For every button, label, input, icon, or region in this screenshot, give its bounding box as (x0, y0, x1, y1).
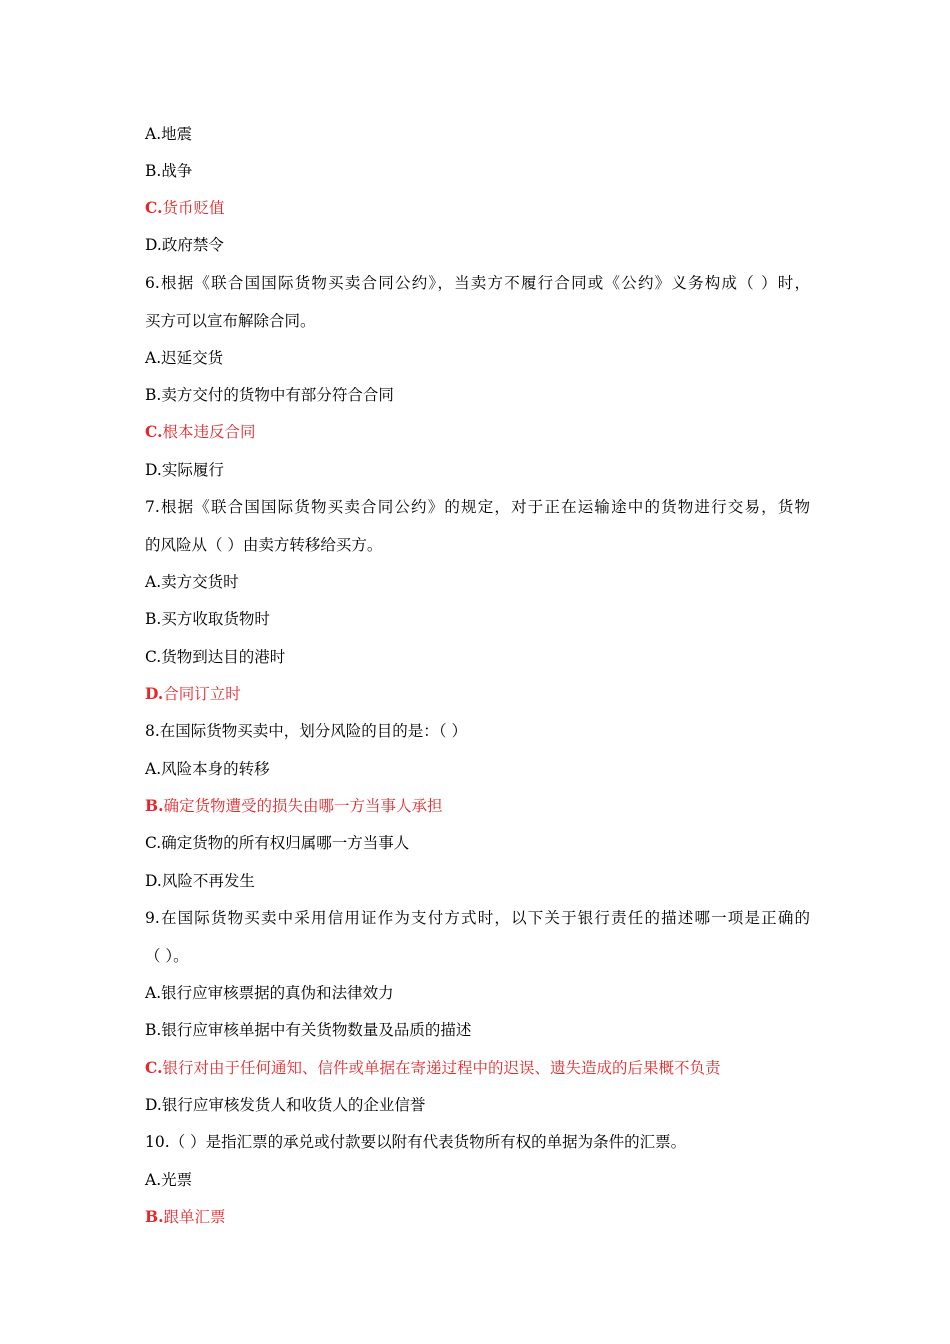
q10-option-b-answer (145, 1207, 810, 1227)
q8-option-d (145, 871, 810, 891)
q7-option-d-answer (145, 684, 810, 704)
q10-option-a (145, 1170, 810, 1190)
option-text: 银行应审核票据的真伪和法律效力 (161, 984, 394, 1002)
q7-option-a (145, 572, 810, 592)
option-letter: C. (145, 422, 163, 441)
option-text: 地震 (161, 125, 193, 143)
q8-stem-line-1: 8.在国际货物买卖中，划分风险的目的是：（ ） (145, 722, 467, 740)
option-letter: A. (145, 984, 162, 1002)
q8-option-c (145, 833, 810, 853)
option-letter: B. (145, 1207, 164, 1226)
option-letter: D. (145, 461, 162, 479)
option-text: 货物到达目的港时 (161, 648, 286, 666)
option-letter: A. (145, 125, 162, 143)
option-text: 风险不再发生 (161, 872, 255, 890)
option-text: 确定货物遭受的损失由哪一方当事人承担 (163, 797, 443, 815)
q7-stem-line-2: 的风险从（ ）由卖方转移给买方。 (145, 536, 383, 554)
option-text: 货币贬值 (162, 199, 225, 217)
option-text: 买方收取货物时 (161, 610, 270, 628)
q6-stem-line-2: 买方可以宣布解除合同。 (145, 312, 316, 330)
q7-option-c (145, 647, 810, 667)
q8-option-a (145, 759, 810, 779)
q6-stem-line-1: 6.根据《联合国国际货物买卖合同公约》，当卖方不履行合同或《公约》义务构成（ ）时， (145, 274, 810, 292)
q9-option-d (145, 1095, 810, 1115)
option-text: 银行应审核发货人和收货人的企业信誉 (161, 1096, 426, 1114)
option-letter: C. (145, 198, 163, 217)
option-letter: B. (145, 610, 162, 628)
option-letter: A. (145, 760, 162, 778)
q9-option-a (145, 983, 810, 1003)
option-letter: D. (145, 1096, 162, 1114)
option-text: 风险本身的转移 (161, 760, 270, 778)
q7-option-b (145, 609, 810, 629)
q6-option-a (145, 348, 810, 368)
option-letter: B. (145, 386, 162, 404)
option-letter: A. (145, 349, 162, 367)
q5-option-b (145, 161, 810, 181)
q8-option-b-answer (145, 796, 810, 816)
option-text: 光票 (161, 1171, 193, 1189)
q5-option-a (145, 124, 810, 144)
option-text: 根本违反合同 (162, 423, 256, 441)
option-letter: D. (145, 684, 164, 703)
q6-option-c-answer (145, 422, 810, 442)
q9-stem-line-1: 9.在国际货物买卖中采用信用证作为支付方式时，以下关于银行责任的描述哪一项是正确的 (145, 909, 810, 927)
option-text: 合同订立时 (163, 685, 241, 703)
option-text: 政府禁令 (161, 236, 224, 254)
option-letter: C. (145, 1058, 163, 1077)
option-text: 卖方交货时 (161, 573, 239, 591)
q10-stem-line-1: 10.（ ）是指汇票的承兑或付款要以附有代表货物所有权的单据为条件的汇票。 (145, 1133, 687, 1151)
option-letter: B. (145, 1021, 162, 1039)
option-letter: A. (145, 1171, 162, 1189)
option-letter: B. (145, 162, 162, 180)
option-text: 银行对由于任何通知、信件或单据在寄递过程中的迟误、遗失造成的后果概不负责 (162, 1059, 721, 1077)
option-text: 确定货物的所有权归属哪一方当事人 (161, 834, 410, 852)
option-text: 银行应审核单据中有关货物数量及品质的描述 (161, 1021, 472, 1039)
q7-stem-line-1: 7.根据《联合国国际货物买卖合同公约》的规定，对于正在运输途中的货物进行交易，货物 (145, 498, 810, 516)
option-letter: B. (145, 796, 164, 815)
q9-option-b (145, 1020, 810, 1040)
q5-option-d (145, 235, 810, 255)
option-text: 跟单汇票 (163, 1208, 226, 1226)
q9-stem-line-2: （ ）。 (145, 947, 189, 965)
option-text: 战争 (161, 162, 193, 180)
q9-option-c-answer (145, 1058, 810, 1078)
option-letter: A. (145, 573, 162, 591)
option-letter: C. (145, 648, 162, 666)
q6-option-d (145, 460, 810, 480)
option-letter: D. (145, 236, 162, 254)
option-text: 迟延交货 (161, 349, 224, 367)
option-text: 卖方交付的货物中有部分符合合同 (161, 386, 394, 404)
option-letter: C. (145, 834, 162, 852)
option-letter: D. (145, 872, 162, 890)
option-text: 实际履行 (161, 461, 224, 479)
q5-option-c-answer (145, 198, 810, 218)
q6-option-b (145, 385, 810, 405)
